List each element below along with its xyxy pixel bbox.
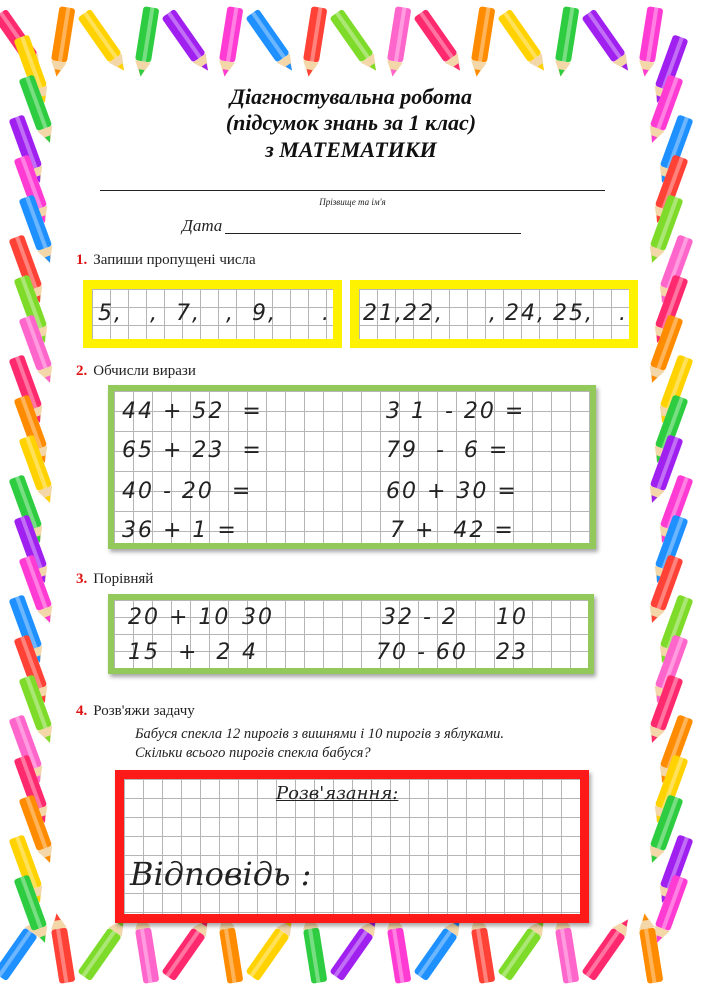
task-label: Розв'яжи задачу: [93, 703, 195, 719]
pencil: [161, 9, 214, 76]
pencil: [413, 9, 466, 76]
task-2-box: [108, 385, 596, 549]
sequence-item: 7,: [176, 301, 201, 326]
sequence-item: .: [322, 301, 331, 326]
grid-area[interactable]: [92, 289, 333, 339]
task-number: 1.: [76, 252, 88, 268]
pencil: [497, 915, 550, 982]
grid-area[interactable]: [359, 289, 629, 339]
sequence-item: ,: [226, 301, 235, 326]
pencil: [217, 6, 244, 78]
grid-area[interactable]: [124, 779, 580, 914]
title-line-1: Діагностувальна робота: [229, 84, 473, 109]
sequence-item: 9,: [252, 301, 277, 326]
title-line-3: з МАТЕМАТИКИ: [265, 137, 437, 162]
task-number: 2.: [76, 363, 88, 379]
sequence-item: 21,: [363, 301, 404, 326]
pencil: [329, 9, 382, 76]
task-2-heading: [76, 363, 196, 380]
solution-label: Розв'язання:: [276, 783, 399, 804]
pencil: [581, 915, 634, 982]
task-4-box: [115, 770, 589, 923]
expression: 60 + 30 =: [386, 479, 518, 504]
pencil: [329, 915, 382, 982]
expression: 7 + 42 =: [390, 518, 515, 543]
task-1-left-box: [83, 280, 342, 348]
pencil: [469, 6, 496, 78]
pencil: [245, 9, 298, 76]
pencil: [301, 6, 328, 78]
grid-area[interactable]: [114, 391, 590, 543]
title-line-2: (підсумок знань за 1 клас): [225, 110, 477, 135]
problem-line-2: Скільки всього пирогів спекла бабуся?: [135, 745, 371, 761]
pencil: [385, 6, 412, 78]
expression: 79 - 6 =: [386, 438, 510, 463]
pencil: [245, 915, 298, 982]
pencil: [581, 9, 634, 76]
comparison-value: 10: [496, 605, 528, 630]
sequence-item: ,: [150, 301, 159, 326]
pencil: [497, 9, 550, 76]
pencil: [133, 6, 160, 78]
pencil: [161, 915, 214, 982]
sequence-item: 22,: [403, 301, 444, 326]
task-3-heading: [76, 571, 153, 588]
pencil: [553, 6, 580, 78]
problem-text: [135, 725, 605, 763]
expression: 40 - 20 =: [122, 479, 253, 504]
pencil: [413, 915, 466, 982]
sequence-item: .: [619, 301, 628, 326]
date-line[interactable]: [225, 233, 521, 234]
answer-label: Відповідь :: [130, 855, 312, 893]
task-label: Обчисли вирази: [93, 363, 196, 379]
pencil: [637, 6, 664, 78]
pencil: [49, 912, 76, 984]
comparison-expression: 32 - 2: [382, 605, 458, 630]
comparison-value: 4: [242, 640, 258, 665]
pencil: [77, 915, 130, 982]
comparison-value: 23: [496, 640, 528, 665]
name-line[interactable]: [100, 190, 605, 191]
grid-area[interactable]: [114, 600, 588, 668]
task-label: Запиши пропущені числа: [93, 252, 256, 268]
sequence-item: 25,: [553, 301, 594, 326]
task-number: 3.: [76, 571, 88, 587]
comparison-expression: 70 - 60: [376, 640, 468, 665]
task-4-heading: [76, 703, 195, 720]
problem-line-1: Бабуся спекла 12 пирогів з вишнями і 10 пирогів з яблуками.: [135, 726, 504, 742]
expression: 36 + 1 =: [122, 518, 238, 543]
sequence-item: 24,: [505, 301, 546, 326]
task-1-right-box: [350, 280, 638, 348]
comparison-expression: 15 + 2: [128, 640, 233, 665]
sequence-item: ,: [489, 301, 498, 326]
sequence-item: 5,: [98, 301, 123, 326]
task-1-heading: [76, 252, 256, 269]
comparison-expression: 20 + 10: [128, 605, 231, 630]
comparison-value: 30: [242, 605, 274, 630]
expression: 44 + 52 =: [122, 399, 263, 424]
task-3-box: [108, 594, 594, 674]
name-caption: Прізвище та ім'я: [319, 197, 386, 207]
task-label: Порівняй: [93, 571, 154, 587]
pencil: [49, 6, 76, 78]
expression: 65 + 23 =: [122, 438, 263, 463]
date-label: Дата: [182, 216, 223, 235]
pencil: [77, 9, 130, 76]
expression: 3 1 - 20 =: [386, 399, 526, 424]
task-number: 4.: [76, 703, 88, 719]
